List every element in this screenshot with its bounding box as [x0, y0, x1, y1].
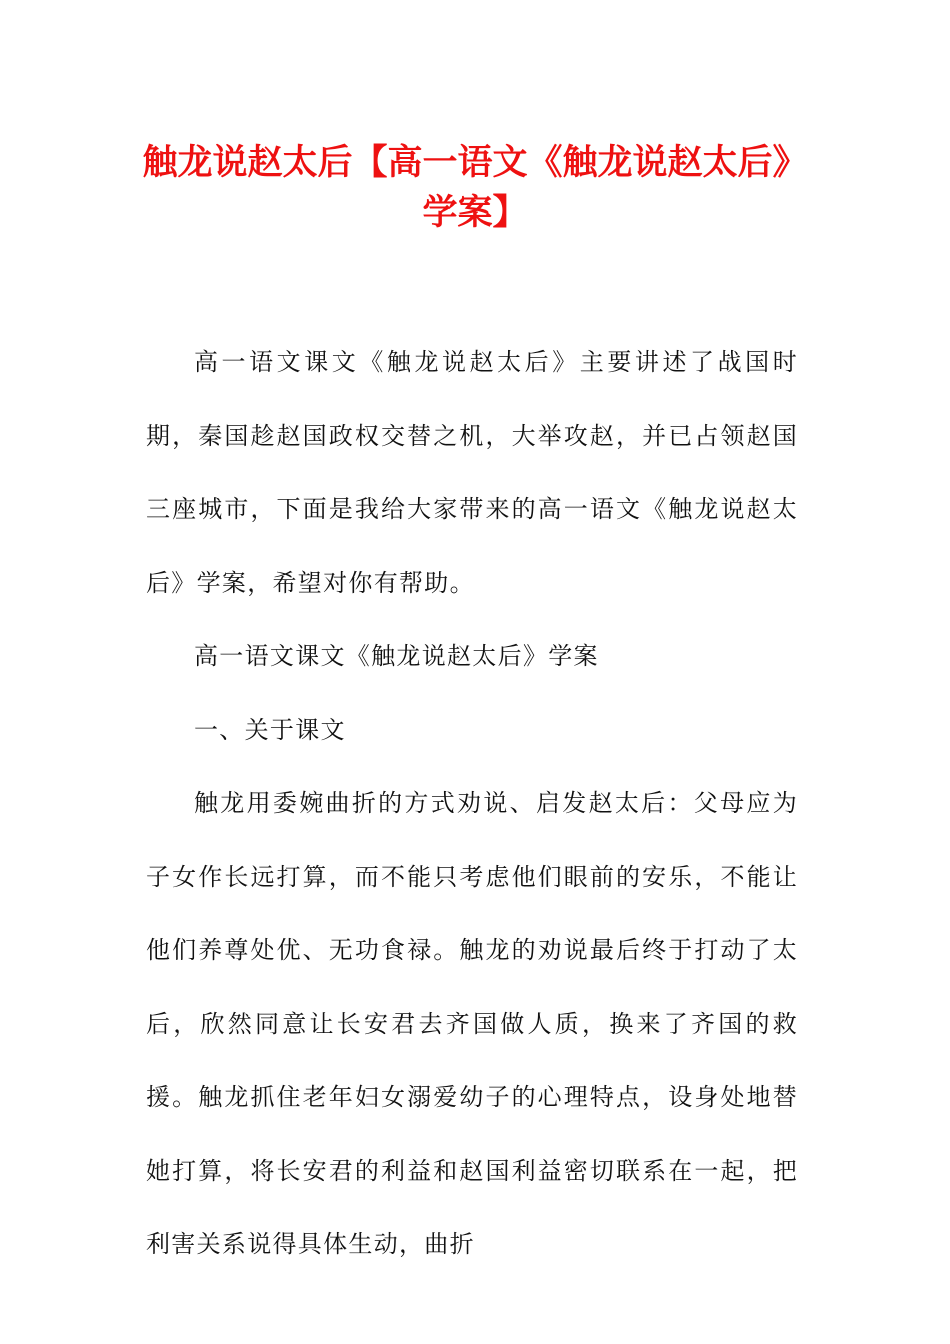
intro-paragraph: 高一语文课文《触龙说赵太后》主要讲述了战国时期，秦国趁赵国政权交替之机，大举攻赵，并已占领赵国三座城市，下面是我给大家带来的高一语文《触龙说赵太后》学案，希望对你有帮助。	[146, 348, 798, 597]
document-title: 触龙说赵太后【高一语文《触龙说赵太后》学案】	[142, 143, 808, 233]
section-heading: 高一语文课文《触龙说赵太后》学案	[194, 642, 599, 670]
document-body	[146, 326, 798, 1282]
body-paragraph: 触龙用委婉曲折的方式劝说、启发赵太后：父母应为子女作长远打算，而不能只考虑他们眼前的安乐，不能让他们养尊处优、无功食禄。触龙的劝说最后终于打动了太后，欣然同意让长安君去齐国做人质，换来了齐国的救援。触龙抓住老年妇女溺爱幼子的心理特点，设身处地替她打算，将长安君的利益和赵国利益密切联系在一起，把利害关系说得具体生动，曲折	[146, 789, 798, 1258]
subsection-heading: 一、关于课文	[194, 715, 346, 744]
